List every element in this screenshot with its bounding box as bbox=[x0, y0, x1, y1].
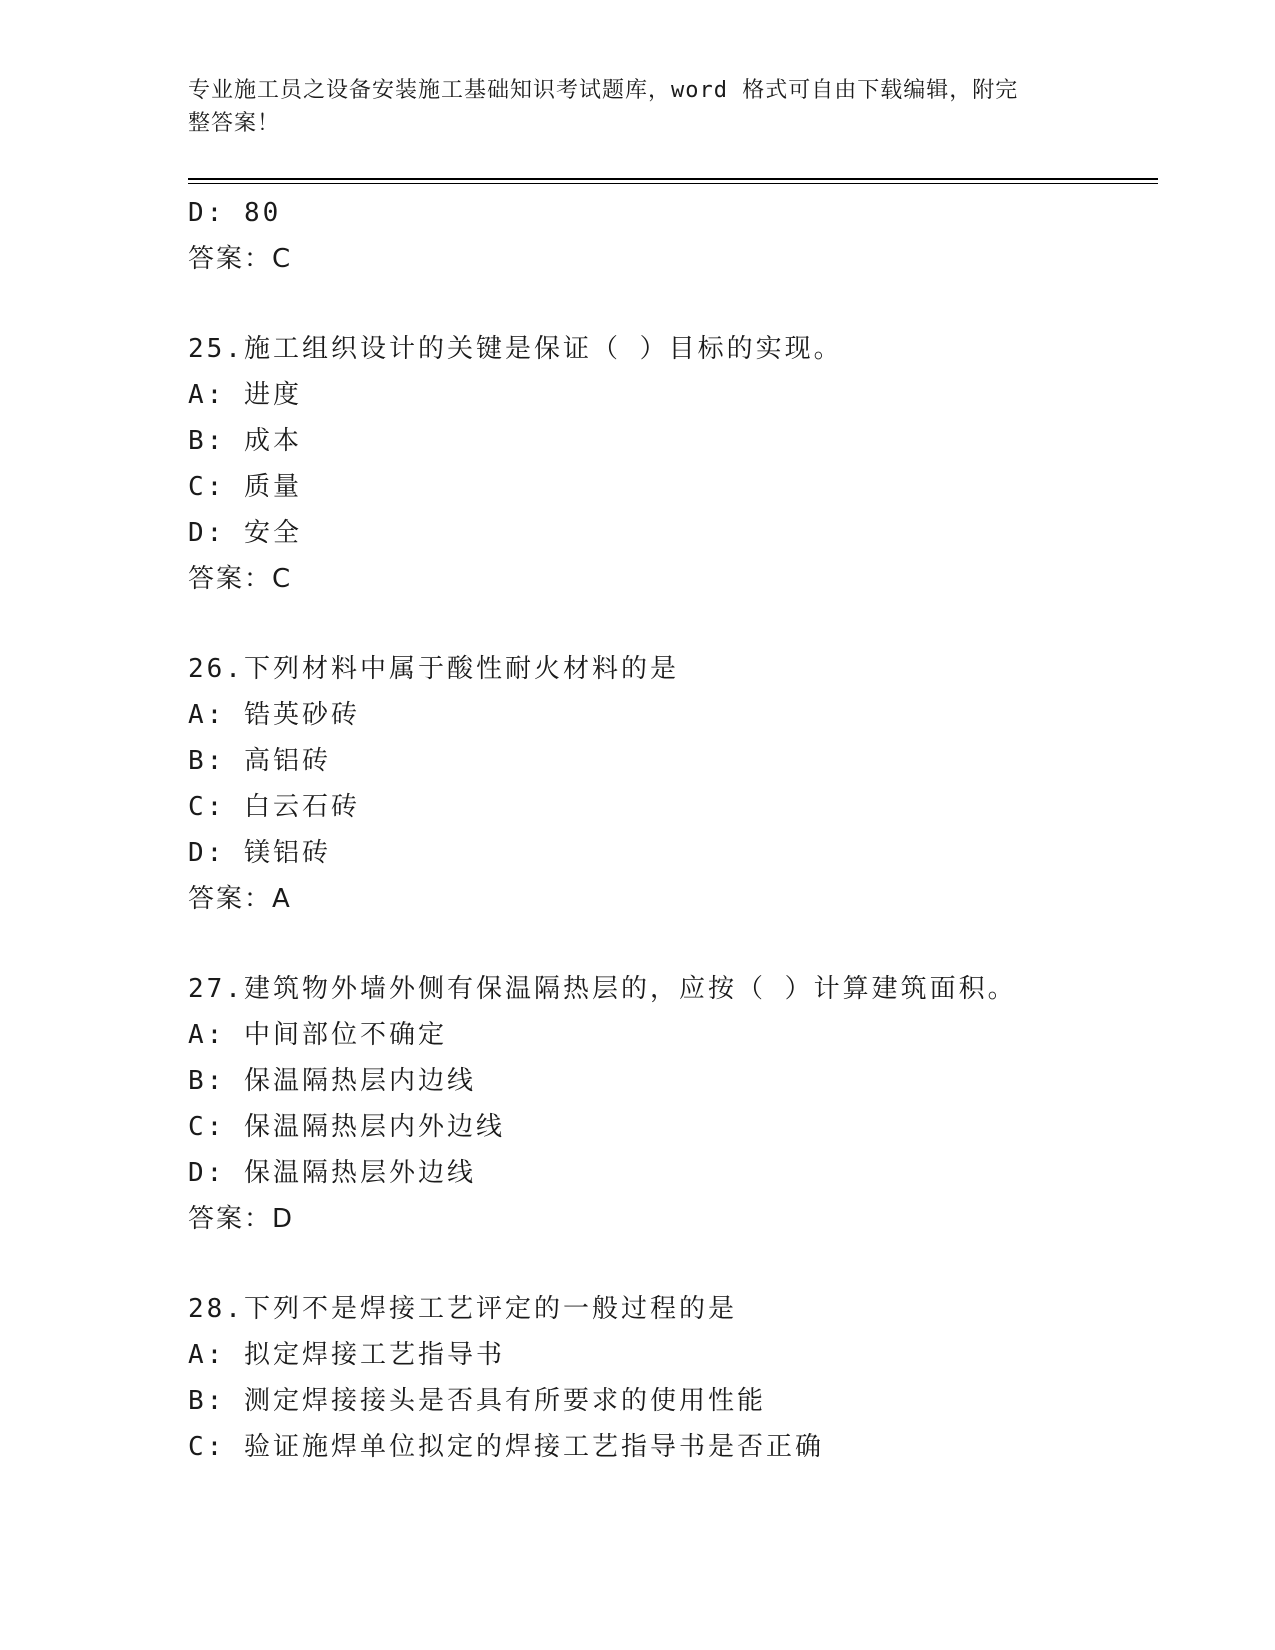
document-header bbox=[188, 74, 1088, 140]
question-title: 27.建筑物外墙外侧有保温隔热层的，应按（ ）计算建筑面积。 bbox=[188, 974, 1017, 1004]
option-a: A: 拟定焊接工艺指导书 bbox=[188, 1340, 505, 1370]
partial-question bbox=[188, 190, 1158, 282]
question-list bbox=[188, 190, 1158, 1470]
header-line-1: 专业施工员之设备安装施工基础知识考试题库，word 格式可自由下载编辑，附完 bbox=[188, 78, 1019, 103]
option-c: C: 保温隔热层内外边线 bbox=[188, 1112, 505, 1142]
question-title: 25.施工组织设计的关键是保证（ ）目标的实现。 bbox=[188, 334, 843, 364]
option-c: C: 白云石砖 bbox=[188, 792, 360, 822]
option-d: D: 镁铝砖 bbox=[188, 838, 331, 868]
option-d: D: 保温隔热层外边线 bbox=[188, 1158, 476, 1188]
option-d: D: 80 bbox=[188, 198, 282, 228]
answer-line: 答案：D bbox=[188, 1204, 295, 1234]
question-28 bbox=[188, 1286, 1158, 1470]
option-a: A: 进度 bbox=[188, 380, 302, 410]
answer-line: 答案：A bbox=[188, 884, 292, 914]
question-26 bbox=[188, 646, 1158, 922]
option-b: B: 成本 bbox=[188, 426, 302, 456]
option-b: B: 高铝砖 bbox=[188, 746, 331, 776]
answer-line: 答案：C bbox=[188, 244, 293, 274]
header-divider-thin bbox=[188, 183, 1158, 184]
header-line-2: 整答案！ bbox=[188, 111, 281, 136]
option-c: C: 验证施焊单位拟定的焊接工艺指导书是否正确 bbox=[188, 1432, 824, 1462]
option-a: A: 中间部位不确定 bbox=[188, 1020, 447, 1050]
question-title: 28.下列不是焊接工艺评定的一般过程的是 bbox=[188, 1294, 737, 1324]
option-a: A: 锆英砂砖 bbox=[188, 700, 360, 730]
option-c: C: 质量 bbox=[188, 472, 302, 502]
option-d: D: 安全 bbox=[188, 518, 302, 548]
header-divider-thick bbox=[188, 178, 1158, 180]
option-b: B: 保温隔热层内边线 bbox=[188, 1066, 476, 1096]
question-title: 26.下列材料中属于酸性耐火材料的是 bbox=[188, 654, 679, 684]
question-27 bbox=[188, 966, 1158, 1242]
option-b: B: 测定焊接接头是否具有所要求的使用性能 bbox=[188, 1386, 766, 1416]
answer-line: 答案：C bbox=[188, 564, 293, 594]
question-25 bbox=[188, 326, 1158, 602]
